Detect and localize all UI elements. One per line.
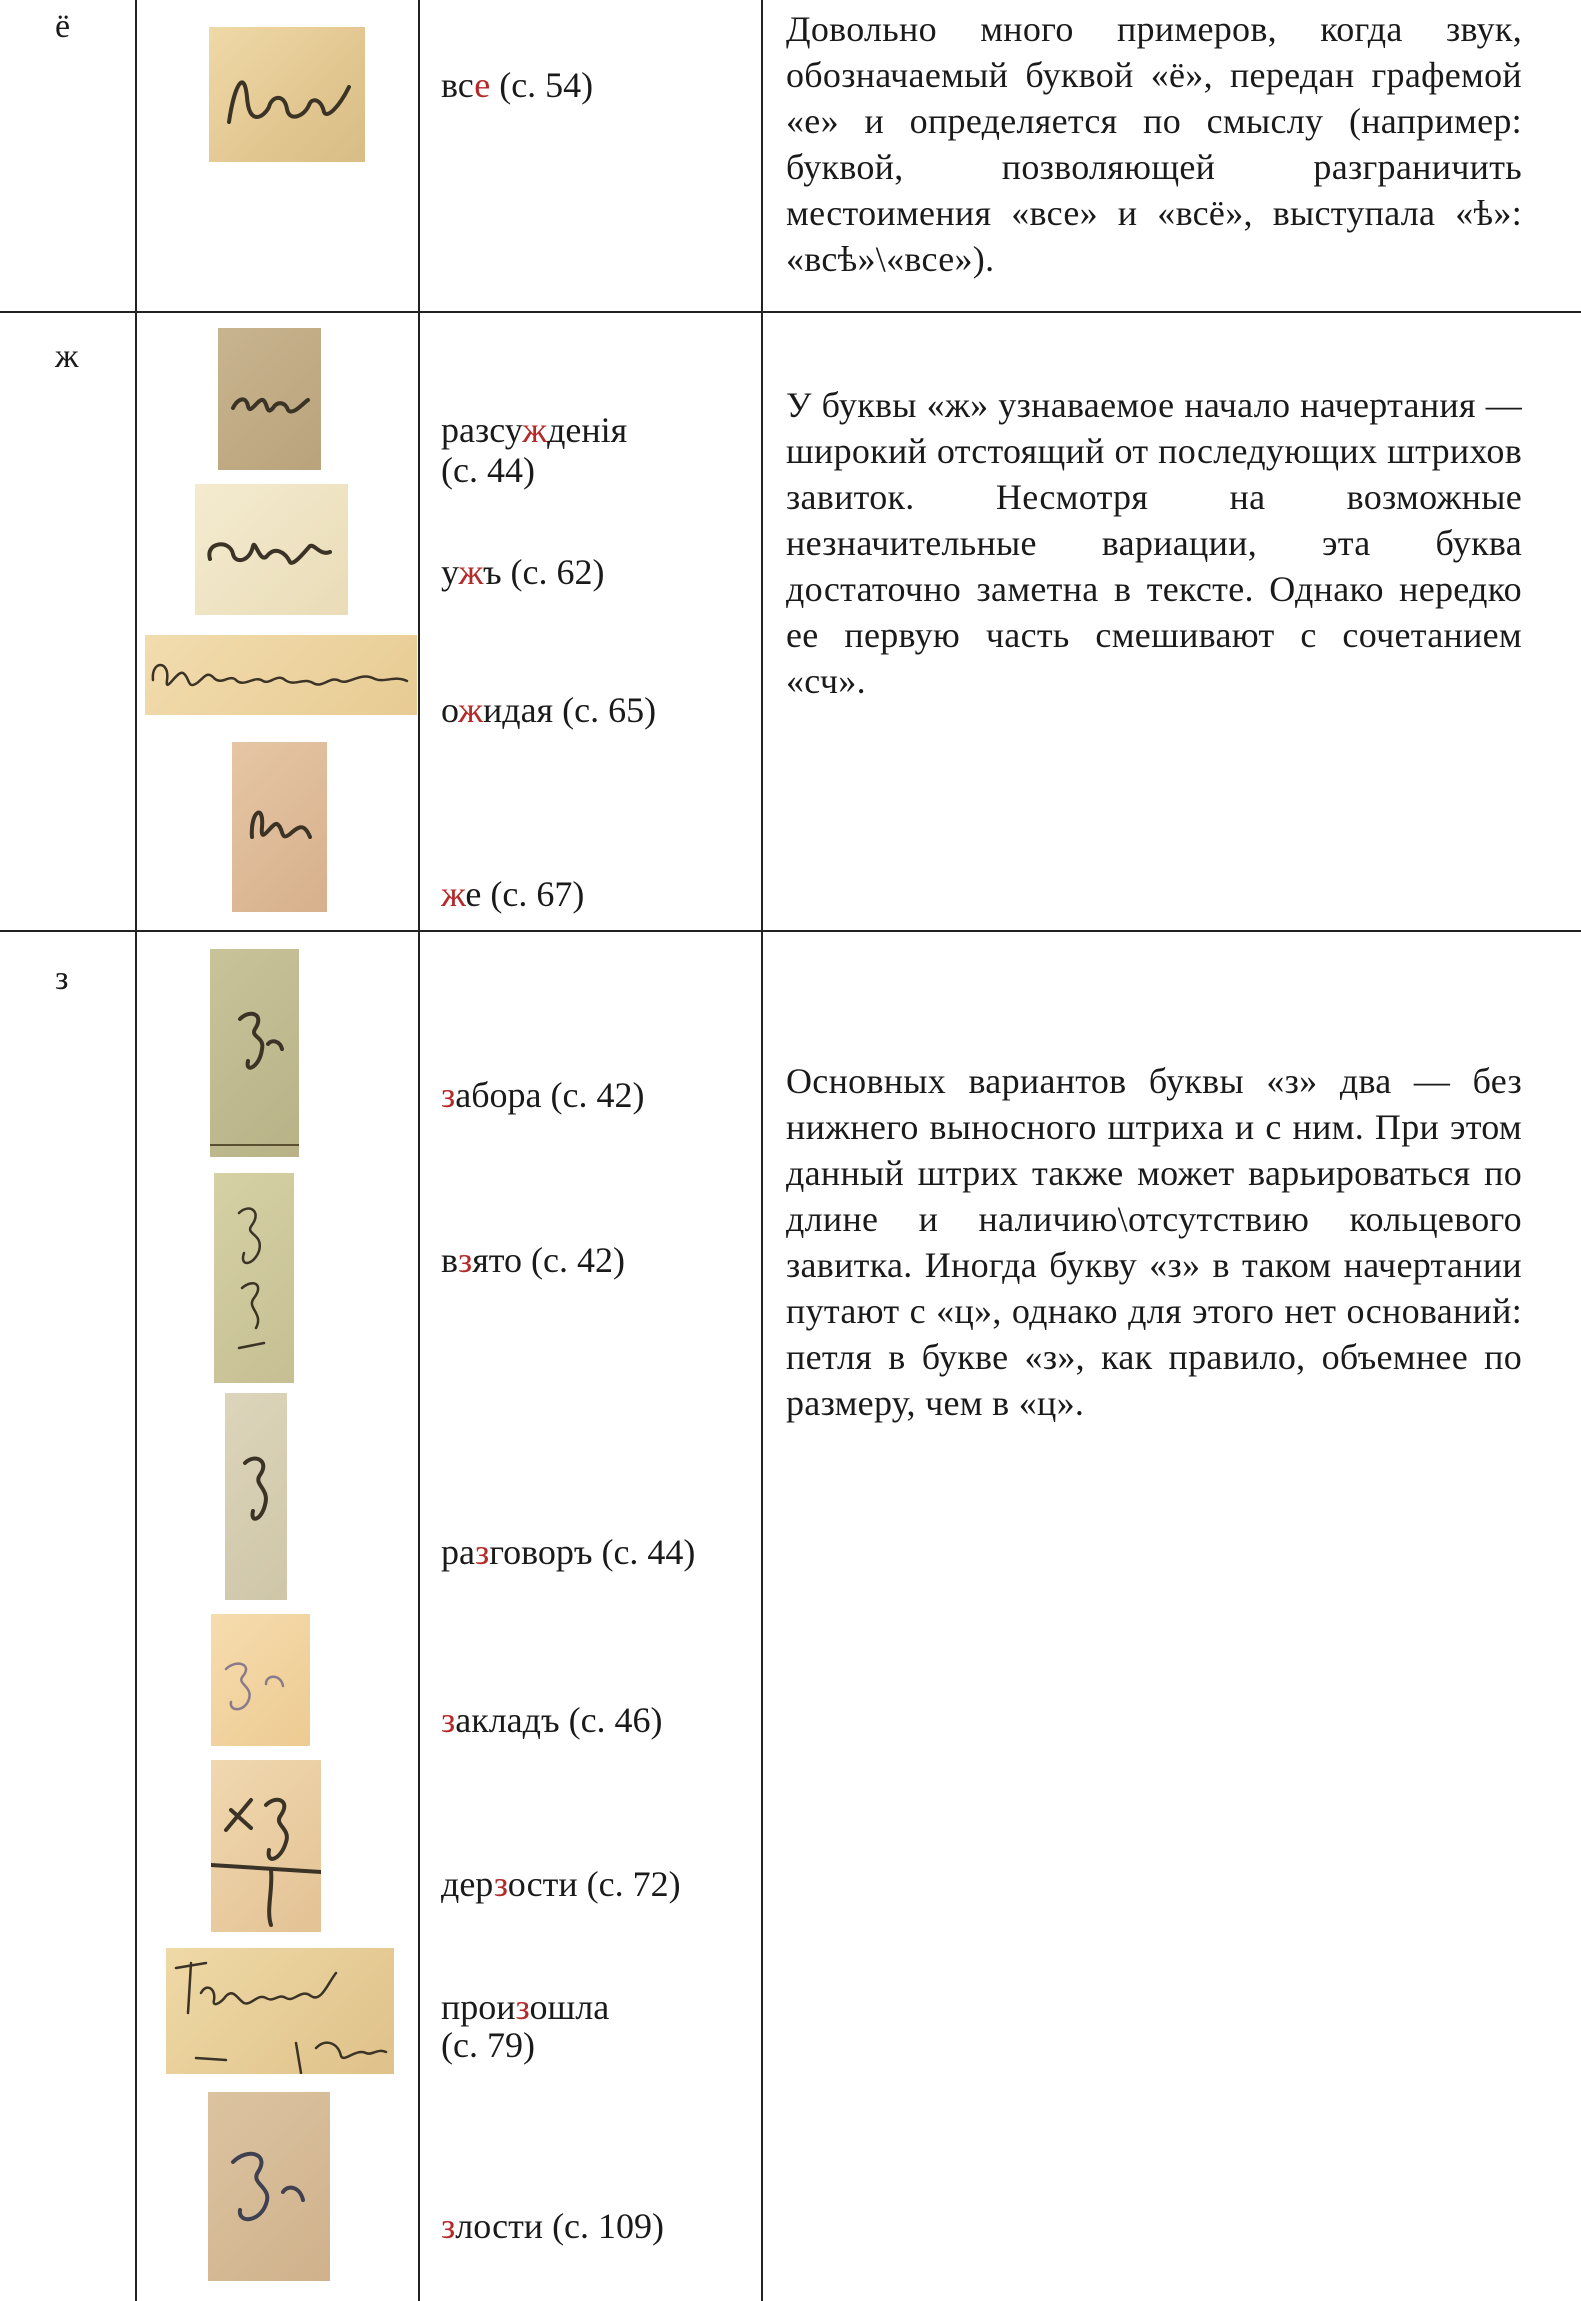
- manuscript-image: [195, 484, 348, 615]
- example-word: взято (с. 42): [441, 1240, 626, 1280]
- column-divider: [135, 0, 137, 2301]
- row-divider: [0, 311, 1581, 313]
- example-word: разсужденія (с. 44): [441, 410, 628, 490]
- manuscript-image: [218, 328, 321, 470]
- description-text: У буквы «ж» узнаваемое начало начертания — широкий отстоящий от последующих штрихов завиток. Несмотря на возможные незначительные вариации, эта буква достаточно заметна в тексте. Однако нередко ее первую часть смешивают с сочетанием «сч».: [786, 385, 1522, 701]
- manuscript-image: [208, 2092, 330, 2281]
- example-word: же (с. 67): [441, 874, 585, 914]
- letter-cell: з: [55, 960, 69, 997]
- row-divider: [0, 930, 1581, 932]
- manuscript-image: [209, 27, 365, 162]
- manuscript-image: [166, 1948, 394, 2074]
- letter-cell: ж: [55, 338, 79, 375]
- column-divider: [418, 0, 420, 2301]
- example-word: забора (с. 42): [441, 1075, 645, 1115]
- letter-cell: ё: [55, 8, 71, 45]
- example-word: ожидая (с. 65): [441, 690, 657, 730]
- example-word: все (с. 54): [441, 65, 594, 105]
- manuscript-image: [214, 1173, 294, 1383]
- example-word: произошла (с. 79): [441, 1987, 610, 2065]
- example-word: злости (с. 109): [441, 2206, 665, 2246]
- example-word: дерзости (с. 72): [441, 1864, 681, 1904]
- example-word: разговоръ (с. 44): [441, 1532, 696, 1572]
- column-divider: [761, 0, 763, 2301]
- example-word: ужъ (с. 62): [441, 552, 605, 592]
- description-text: Основных вариантов буквы «з» два — без нижнего выносного штриха и с ним. При этом данный штрих также может варьироваться по длине и наличию\отсутствию кольцевого завитка. Иногда букву «з» в таком начертании путают с «ц», однако для этого нет оснований: петля в букве «з», как правило, объемнее по размеру, чем в «ц».: [786, 1061, 1522, 1423]
- manuscript-image: [232, 742, 327, 912]
- manuscript-image: [211, 1614, 310, 1746]
- manuscript-image: [210, 949, 299, 1157]
- manuscript-image: [145, 635, 417, 715]
- manuscript-image: [225, 1393, 287, 1600]
- description-text: Довольно много примеров, когда звук, обозначаемый буквой «ё», передан графемой «е» и определяется по смыслу (например: буквой, позволяющей разграничить местоимения «все» и «всё», выступала «ѣ»: «всѣ»\«все»).: [786, 9, 1522, 279]
- manuscript-image: [211, 1760, 321, 1932]
- example-word: закладъ (с. 46): [441, 1700, 663, 1740]
